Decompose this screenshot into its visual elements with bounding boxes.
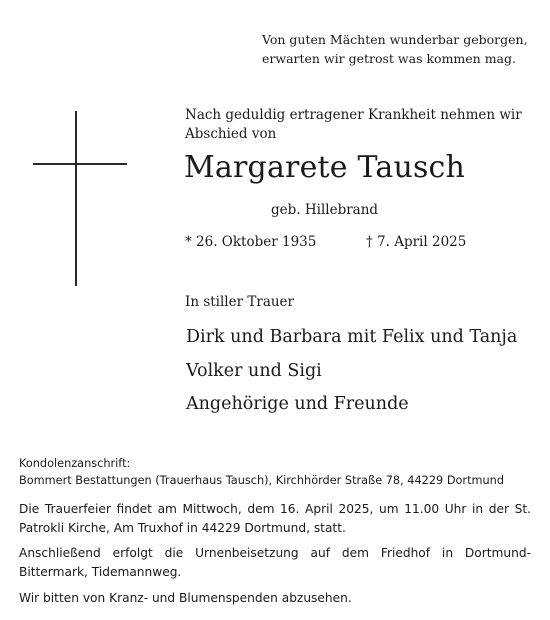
burial-paragraph: Anschließend erfolgt die Urnenbeisetzung auf dem Friedhof in Dortmund-Bittermark, Tidemannweg. xyxy=(19,546,531,579)
motto-line-2: erwarten wir getrost was kommen mag. xyxy=(262,51,516,66)
motto-line-1: Von guten Mächten wunderbar geborgen, xyxy=(262,32,528,47)
deceased-name: Margarete Tausch xyxy=(184,150,466,185)
intro-line-2: Abschied von xyxy=(185,126,277,142)
death-date: † 7. April 2025 xyxy=(366,234,467,250)
mourner-line: Dirk und Barbara mit Felix und Tanja xyxy=(186,327,518,347)
birth-date: * 26. Oktober 1935 xyxy=(185,234,317,250)
mourner-line: Angehörige und Freunde xyxy=(186,394,409,414)
mourner-line: Volker und Sigi xyxy=(186,361,322,381)
flowers-paragraph: Wir bitten von Kranz- und Blumenspenden abzusehen. xyxy=(19,591,352,605)
maiden-name: geb. Hillebrand xyxy=(271,202,379,218)
cross-icon-horizontal-bar xyxy=(33,163,127,165)
motto-verse xyxy=(262,30,528,68)
condolence-label: Kondolenzanschrift: xyxy=(19,457,131,470)
mourning-label: In stiller Trauer xyxy=(185,294,295,310)
cross-icon-vertical-bar xyxy=(75,111,77,286)
intro-text xyxy=(185,106,522,144)
condolence-address-block xyxy=(19,455,504,489)
condolence-address: Bommert Bestattungen (Trauerhaus Tausch), Kirchhörder Straße 78, 44229 Dortmund xyxy=(19,474,504,487)
intro-line-1: Nach geduldig ertragener Krankheit nehmen wir xyxy=(185,107,522,123)
service-paragraph: Die Trauerfeier findet am Mittwoch, dem 16. April 2025, um 11.00 Uhr in der St. Patrokli Kirche, Am Truxhof in 44229 Dortmund, statt. xyxy=(19,502,531,535)
